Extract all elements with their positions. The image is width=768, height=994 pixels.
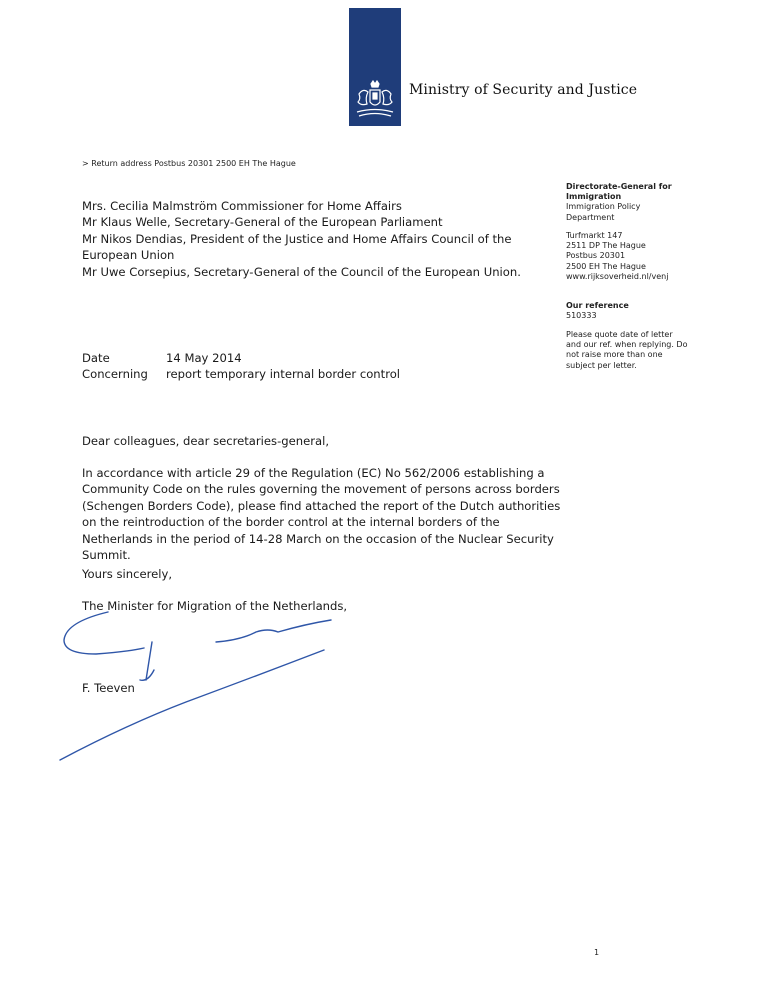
- reference-block: [566, 301, 629, 321]
- department-name: Immigration: [566, 192, 622, 202]
- ministry-name: Ministry of Security and Justice: [409, 82, 638, 98]
- recipient-line: Mr Nikos Dendias, President of the Justice and Home Affairs Council of the: [82, 231, 512, 246]
- concerning-row: [82, 366, 400, 382]
- paragraph-line: Community Code on the rules governing the movement of persons across borders: [82, 482, 560, 497]
- page-number: 1: [594, 948, 600, 957]
- recipient-line: Mrs. Cecilia Malmström Commissioner for Home Affairs: [82, 199, 402, 213]
- address-line: 2511 DP The Hague: [566, 241, 646, 251]
- date-label: Date: [82, 351, 110, 365]
- reference-label: Our reference: [566, 301, 629, 310]
- note-line: not raise more than one: [566, 350, 663, 360]
- date-row: [82, 350, 400, 366]
- subdepartment-name: Immigration Policy: [566, 202, 641, 212]
- letter-meta: [82, 350, 400, 383]
- department-name: Directorate-General for: [566, 182, 672, 191]
- reply-note: [566, 330, 687, 371]
- letter-paragraph: [82, 465, 602, 563]
- department-block: [566, 182, 672, 223]
- closing: Yours sincerely,: [82, 567, 173, 581]
- recipient-line: Mr Klaus Welle, Secretary-General of the European Parliament: [82, 215, 443, 230]
- recipient-block: [82, 198, 521, 280]
- website-link[interactable]: www.rijksoverheid.nl/venj: [566, 271, 669, 281]
- note-line: Please quote date of letter: [566, 330, 673, 339]
- paragraph-line: (Schengen Borders Code), please find attached the report of the Dutch authorities: [82, 498, 561, 513]
- note-line: and our ref. when replying. Do: [566, 340, 688, 350]
- return-address: > Return address Postbus 20301 2500 EH The Hague: [82, 159, 296, 168]
- recipient-line: Mr Uwe Corsepius, Secretary-General of the Council of the European Union.: [82, 264, 521, 279]
- address-block: [566, 231, 668, 282]
- paragraph-line: Summit.: [82, 548, 131, 563]
- address-line: 2500 EH The Hague: [566, 261, 646, 271]
- address-line: Turfmarkt 147: [566, 231, 623, 240]
- paragraph-line: on the reintroduction of the border control at the internal borders of the: [82, 515, 500, 530]
- subdepartment-name: Department: [566, 212, 615, 222]
- signatory-name: F. Teeven: [82, 681, 135, 695]
- recipient-line: European Union: [82, 248, 175, 263]
- address-line: Postbus 20301: [566, 251, 626, 261]
- concerning-value: report temporary internal border control: [166, 367, 401, 382]
- concerning-label: Concerning: [82, 367, 148, 382]
- reference-value: 510333: [566, 311, 597, 321]
- government-logo-bar: [349, 8, 401, 126]
- paragraph-line: Netherlands in the period of 14-28 March on the occasion of the Nuclear Security: [82, 531, 554, 546]
- note-line: subject per letter.: [566, 360, 637, 370]
- coat-of-arms-icon: [353, 80, 397, 120]
- date-value: 14 May 2014: [166, 351, 242, 365]
- paragraph-line: In accordance with article 29 of the Regulation (EC) No 562/2006 establishing a: [82, 466, 545, 480]
- salutation: Dear colleagues, dear secretaries-general,: [82, 434, 330, 448]
- signatory-title: The Minister for Migration of the Netherlands,: [82, 599, 348, 613]
